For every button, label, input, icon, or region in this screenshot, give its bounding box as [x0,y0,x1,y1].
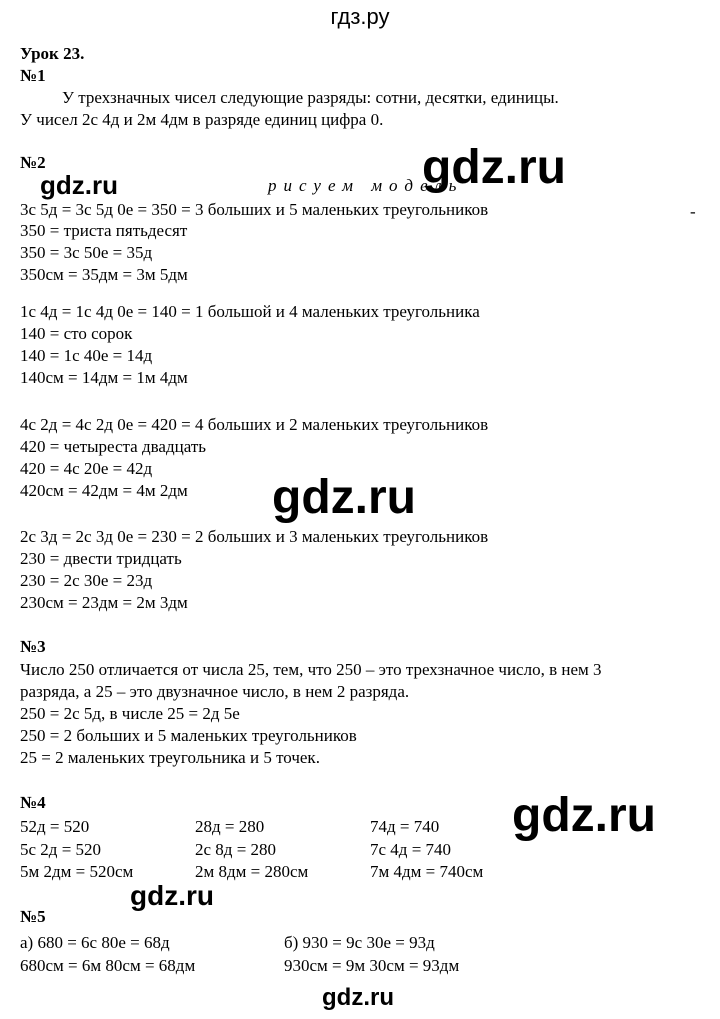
site-title: гдз.ру [330,4,390,29]
task-5-cell: а) 680 = 6с 80е = 68д [20,933,170,952]
task-2-subtitle: рисуем модель [268,176,464,195]
watermark: gdz.ru [322,984,394,1011]
task-3-line: разряда, а 25 – это двузначное число, в нем 2 разряда. [20,682,410,701]
task-2-line: 350 = 3с 50е = 35д [20,243,153,262]
task-3-line: 250 = 2 больших и 5 маленьких треугольников [20,726,357,745]
task-4-cell: 52д = 520 [20,817,90,836]
lesson-title: Урок 23. [20,44,85,63]
task-4-cell: 5с 2д = 520 [20,840,102,859]
task-2-line: 230 = 2с 30е = 23д [20,571,153,590]
task-1-line: У чисел 2с 4д и 2м 4дм в разряде единиц цифра 0. [20,110,384,129]
task-5-cell: 930см = 9м 30см = 93дм [284,956,460,975]
task-4-cell: 7с 4д = 740 [370,840,452,859]
task-2-line: 230см = 23дм = 2м 3дм [20,593,188,612]
task-2-line: 420 = четыреста двадцать [20,437,207,456]
task-5-cell: б) 930 = 9с 30е = 93д [284,933,435,952]
task-2-line: 140 = сто сорок [20,324,133,343]
task-2-line: 3с 5д = 3с 5д 0е = 350 = 3 больших и 5 маленьких треугольников [20,200,489,219]
task-2-line: 140см = 14дм = 1м 4дм [20,368,188,387]
task-4-cell: 2с 8д = 280 [195,840,277,859]
watermark: gdz.ru [422,141,566,194]
watermark: gdz.ru [130,880,214,911]
task-5-cell: 680см = 6м 80см = 68дм [20,956,196,975]
trailing-dash: - [690,202,696,221]
watermark: gdz.ru [512,789,656,842]
task-2-line: 350 = триста пятьдесят [20,221,188,240]
task-4-cell: 74д = 740 [370,817,440,836]
task-1-label: №1 [20,66,46,85]
task-2-line: 350см = 35дм = 3м 5дм [20,265,188,284]
task-4-cell: 28д = 280 [195,817,265,836]
task-4-cell: 5м 2дм = 520см [20,862,134,881]
task-3-line: Число 250 отличается от числа 25, тем, что 250 – это трехзначное число, в нем 3 [20,660,602,679]
watermark: gdz.ru [40,170,118,200]
task-2-line: 4с 2д = 4с 2д 0е = 420 = 4 больших и 2 маленьких треугольников [20,415,489,434]
task-2-label: №2 [20,153,46,172]
task-2-line: 420 = 4с 20е = 42д [20,459,153,478]
task-3-label: №3 [20,637,46,656]
task-4-label: №4 [20,793,46,812]
task-4-cell: 2м 8дм = 280см [195,862,309,881]
task-3-line: 25 = 2 маленьких треугольника и 5 точек. [20,748,320,767]
task-1-line: У трехзначных чисел следующие разряды: сотни, десятки, единицы. [62,88,559,107]
task-2-line: 1с 4д = 1с 4д 0е = 140 = 1 большой и 4 маленьких треугольника [20,302,480,321]
task-2-line: 230 = двести тридцать [20,549,182,568]
task-3-line: 250 = 2с 5д, в числе 25 = 2д 5е [20,704,240,723]
task-2-line: 420см = 42дм = 4м 2дм [20,481,188,500]
watermark: gdz.ru [272,471,416,524]
task-2-line: 140 = 1с 40е = 14д [20,346,153,365]
task-4-cell: 7м 4дм = 740см [370,862,484,881]
task-2-line: 2с 3д = 2с 3д 0е = 230 = 2 больших и 3 маленьких треугольников [20,527,489,546]
task-5-label: №5 [20,907,46,926]
